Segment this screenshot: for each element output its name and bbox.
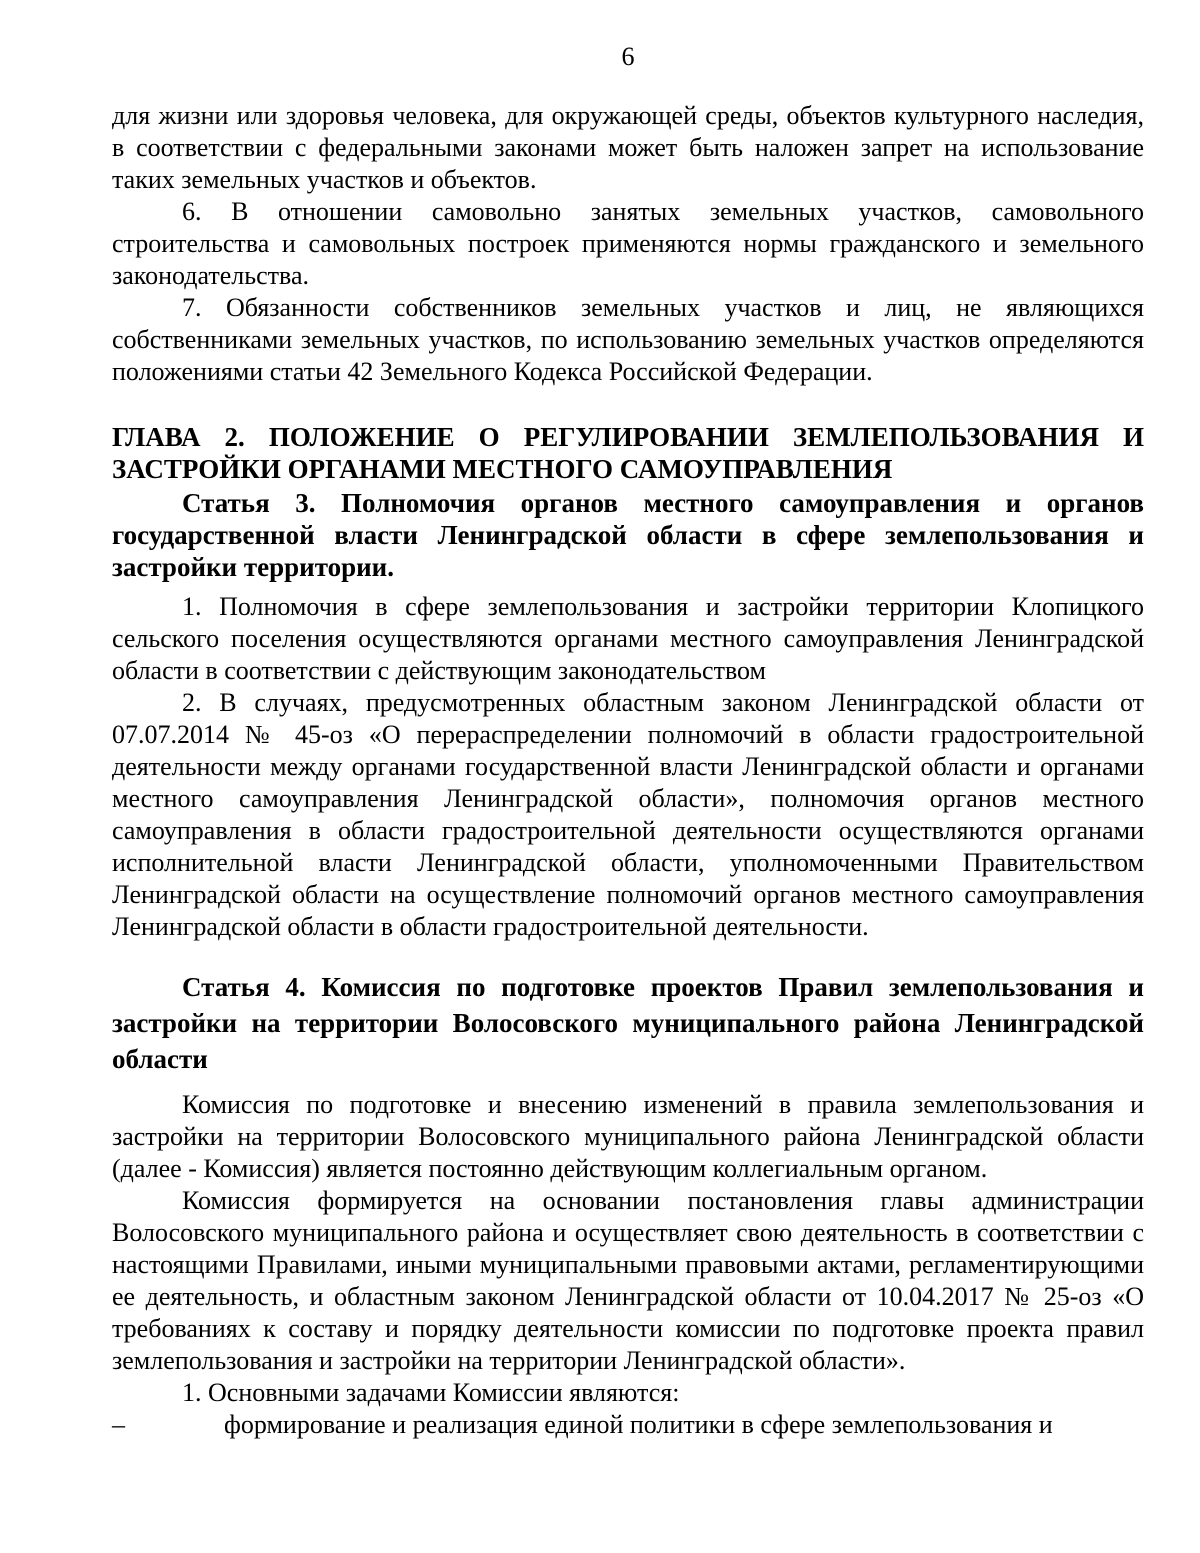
article-4-bullet-1-text: формирование и реализация единой политики в сфере землепользования и xyxy=(224,1410,1053,1439)
intro-item-6: 6. В отношении самовольно занятых земельных участков, самовольного строительства и самовольных построек применяются нормы гражданского и земельного законодательства. xyxy=(112,197,1144,290)
article-3-title: Статья 3. Полномочия органов местного самоуправления и органов государственной власти Ленинградской области в сфере землепользования и застройки территории. xyxy=(112,488,1144,582)
intro-continuation: для жизни или здоровья человека, для окружающей среды, объектов культурного наследия, в соответствии с федеральными законами может быть наложен запрет на использование таких земельных участков и объектов. xyxy=(112,101,1144,194)
bullet-dash: – xyxy=(112,1410,125,1439)
article-4-title: Статья 4. Комиссия по подготовке проектов Правил землепользования и застройки на территории Волосовского муниципального района Ленинградской области xyxy=(112,972,1144,1074)
intro-item-7: 7. Обязанности собственников земельных участков и лиц, не являющихся собственниками земельных участков, по использованию земельных участков определяются положениями статьи 42 Земельного Кодекса Российской Федерации. xyxy=(112,293,1144,386)
article-4-paragraph-1: Комиссия по подготовке и внесению изменений в правила землепользования и застройки на территории Волосовского муниципального района Ленинградской области (далее - Комиссия) является постоянно действующим коллегиальным органом. xyxy=(112,1090,1144,1183)
article-4-bullet-1 xyxy=(112,1409,1144,1441)
article-4-item-1: 1. Основными задачами Комиссии являются: xyxy=(182,1378,680,1407)
article-4-paragraph-2: Комиссия формируется на основании постановления главы администрации Волосовского муниципального района и осуществляет свою деятельность в соответствии с настоящими Правилами, иными муниципальными правовыми актами, регламентирующими ее деятельность, и областным законом Ленинградской области от 10.04.2017 № 25-оз «О требованиях к составу и порядку деятельности комиссии по подготовке проекта правил землепользования и застройки на территории Ленинградской области». xyxy=(112,1186,1144,1375)
article-3-item-2: 2. В случаях, предусмотренных областным законом Ленинградской области от 07.07.2014 № 45-оз «О перераспределении полномочий в области градостроительной деятельности между органами государственной власти Ленинградской области и органами местного самоуправления Ленинградской области», полномочия органов местного самоуправления в области градостроительной деятельности осуществляются органами исполнительной власти Ленинградской области, уполномоченными Правительством Ленинградской области на осуществление полномочий органов местного самоуправления Ленинградской области в области градостроительной деятельности. xyxy=(112,688,1144,941)
article-3-item-1: 1. Полномочия в сфере землепользования и застройки территории Клопицкого сельского поселения осуществляются органами местного самоуправления Ленинградской области в соответствии с действующим законодательством xyxy=(112,592,1144,685)
document-page xyxy=(112,42,1144,1441)
chapter-2-title: ГЛАВА 2. ПОЛОЖЕНИЕ О РЕГУЛИРОВАНИИ ЗЕМЛЕПОЛЬЗОВАНИЯ И ЗАСТРОЙКИ ОРГАНАМИ МЕСТНОГО САМОУПРАВЛЕНИЯ xyxy=(112,422,1144,484)
page-number: 6 xyxy=(621,42,635,71)
